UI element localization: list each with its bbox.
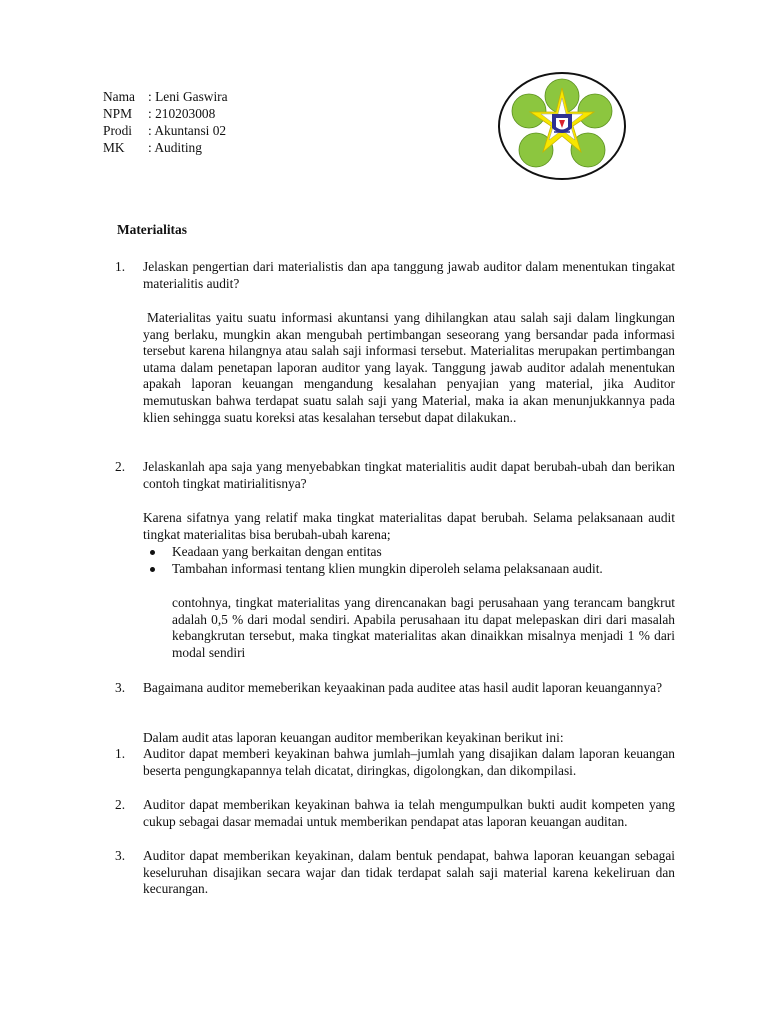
question-text: Jelaskan pengertian dari materialistis dan apa tanggung jawab auditor dalam menentukan tingakat materialitis audit? [143, 259, 675, 291]
identity-value: : Auditing [148, 140, 202, 155]
identity-row-mk [103, 140, 228, 157]
bullet-icon [150, 567, 155, 572]
bullet-icon [150, 550, 155, 555]
bullet-item [143, 561, 675, 578]
answer-2-example: contohnya, tingkat materialitas yang direncanakan bagi perusahaan yang terancam bangkrut adalah 0,5 % dari modal sendiri. Apabila perusahaan itu dapat melepaskan diri dari masalah kebangkrutan tersebut, maka tingkat materialitas akan dinaikkan misalnya menjadi 1 % dari modal sendiri [172, 595, 675, 660]
section-title: Materialitas [117, 222, 187, 237]
question-text: Bagaimana auditor memeberikan keyaakinan pada auditee atas hasil audit laporan keuangannya? [143, 680, 663, 695]
answer-3-item-3 [115, 848, 675, 898]
identity-label: NPM [103, 106, 133, 121]
answer-2-intro: Karena sifatnya yang relatif maka tingkat materialitas dapat berubah. Selama pelaksanaan audit tingkat materialitas bisa berubah-ubah karena; [143, 510, 675, 542]
bullet-text: Tambahan informasi tentang klien mungkin diperoleh selama pelaksanaan audit. [172, 560, 603, 576]
identity-value: : Akuntansi 02 [148, 123, 227, 138]
identity-value: : Leni Gaswira [148, 89, 228, 104]
question-3 [115, 680, 675, 697]
answer-3-item-2 [115, 797, 675, 830]
item-text: Auditor dapat memberi keyakinan bahwa jumlah–jumlah yang disajikan dalam laporan keuangan beserta pengungkapannya telah dicatat, diringkas, digolongkan, dan dikompilasi. [143, 746, 675, 778]
university-logo-icon [496, 70, 628, 182]
bullet-item [143, 544, 675, 561]
identity-label: Nama [103, 89, 135, 104]
identity-label: Prodi [103, 123, 133, 138]
item-number: 2. [115, 797, 126, 812]
question-number: 3. [115, 680, 126, 695]
question-number: 1. [115, 259, 126, 274]
item-number: 3. [115, 848, 126, 863]
identity-row-name [103, 89, 228, 106]
question-2 [115, 459, 675, 492]
question-text: Jelaskanlah apa saja yang menyebabkan tingkat materialitis audit dapat berubah-ubah dan berikan contoh tingkat matirialitisnya? [143, 459, 675, 491]
answer-3-intro: Dalam audit atas laporan keuangan auditor memberikan keyakinan berikut ini: [143, 730, 564, 745]
question-number: 2. [115, 459, 126, 474]
identity-block [103, 89, 228, 157]
answer-1: Materialitas yaitu suatu informasi akuntansi yang dihilangkan atau salah saji dalam lingkungan yang berlaku, mungkin akan mengubah pertimbangan seseorang yang bersandar pada informasi tersebut karena hilangnya atau salah saji informasi tersebut. Materialitas merupakan pertimbangan utama dalam penetapan laporan auditor yang layak. Tanggung jawab auditor adalah menentukan apakah laporan keuangan mengandung kesalahan penyajian yang material, jika Auditor memutuskan bahwa terdapat suatu salah saji yang Material, maka ia akan menunjukkannya pada klien sehingga suatu koreksi atas kesalahan tersebut dapat dilakukan.. [143, 310, 675, 425]
item-text: Auditor dapat memberikan keyakinan, dalam bentuk pendapat, bahwa laporan keuangan sebagai keseluruhan disajikan secara wajar dan tidak terdapat salah saji material karena kekeliruan dan kecurangan. [143, 848, 675, 897]
item-number: 1. [115, 746, 126, 761]
question-1 [115, 259, 675, 292]
answer-2-bullets [143, 544, 675, 577]
bullet-text: Keadaan yang berkaitan dengan entitas [172, 544, 382, 559]
item-text: Auditor dapat memberikan keyakinan bahwa ia telah mengumpulkan bukti audit kompeten yang cukup sebagai dasar memadai untuk memberikan pendapat atas laporan keuangan auditan. [143, 797, 675, 829]
identity-label: MK [103, 140, 125, 155]
answer-3-item-1 [115, 746, 675, 779]
identity-value: : 210203008 [148, 106, 216, 121]
identity-row-prodi [103, 123, 228, 140]
identity-row-npm [103, 106, 228, 123]
